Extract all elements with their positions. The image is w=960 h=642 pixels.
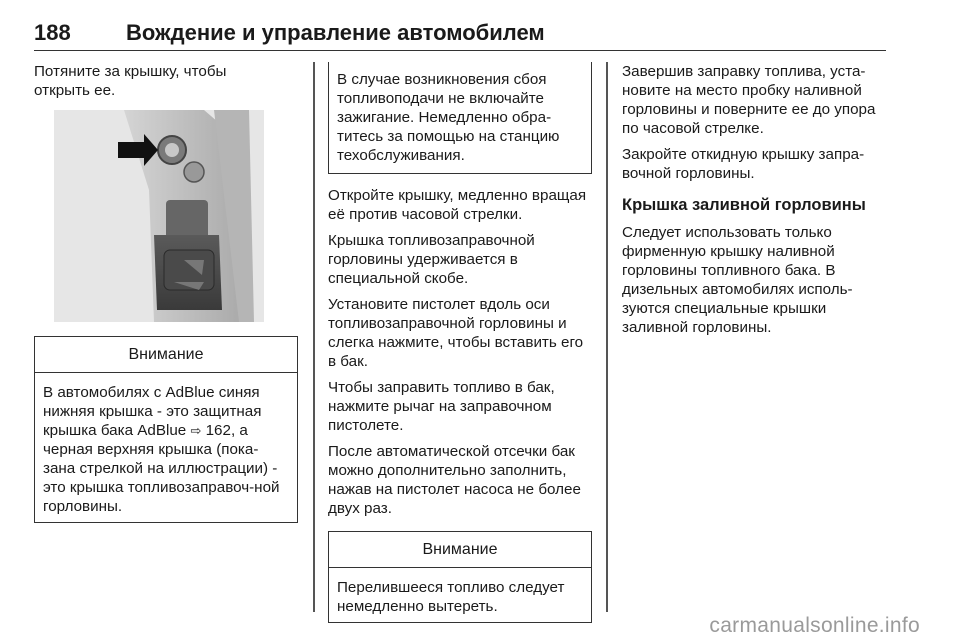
column-1 bbox=[34, 62, 298, 523]
paragraph: Откройте крышку, медленно вращая её против часовой стрелки. bbox=[328, 187, 587, 223]
warning-text: В случае возникновения сбоя топливоподачи не включайте зажигание. Немедленно обра-титесь за помощью на станцию техобслуживания. bbox=[337, 71, 560, 164]
paragraph: Завершив заправку топлива, уста-новите на место пробку наливной горловины и поверните ее до упора по часовой стрелке. bbox=[622, 63, 876, 137]
watermark: carmanualsonline.info bbox=[709, 614, 920, 637]
notice-box bbox=[34, 336, 298, 523]
notice-box bbox=[328, 531, 592, 623]
column-3 bbox=[622, 62, 890, 344]
intro-text: Потяните за крышку, чтобы открыть ее. bbox=[34, 63, 227, 99]
paragraph: Закройте откидную крышку запра-вочной горловины. bbox=[622, 146, 865, 182]
paragraph: Чтобы заправить топливо в бак, нажмите рычаг на заправочном пистолете. bbox=[328, 379, 555, 434]
notice-title: Внимание bbox=[35, 337, 297, 373]
column-divider bbox=[606, 62, 608, 612]
section-heading: Крышка заливной горловины bbox=[622, 196, 866, 214]
notice-body bbox=[43, 383, 289, 516]
page-header bbox=[34, 14, 886, 51]
notice-title: Внимание bbox=[329, 532, 591, 568]
page-reference-icon: ⇨ bbox=[190, 423, 202, 438]
column-divider bbox=[313, 62, 315, 612]
notice-body: Перелившееся топливо следует немедленно вытереть. bbox=[337, 579, 565, 615]
notice-text-part: В автомобилях с AdBlue синяя нижняя крышка - это защитная крышка бака AdBlue bbox=[43, 384, 262, 439]
page-number: 188 bbox=[34, 20, 71, 45]
warning-box bbox=[328, 62, 592, 174]
column-2 bbox=[328, 62, 592, 623]
fuel-filler-drawing bbox=[54, 110, 264, 322]
fuel-filler-illustration bbox=[54, 110, 264, 322]
paragraph: Крышка топливозаправочной горловины удерживается в специальной скобе. bbox=[328, 232, 535, 287]
notice-text-part: 162, а черная верхняя крышка (пока-зана стрелкой на иллюстрации) - это крышка топливозаправоч-ной горловины. bbox=[43, 422, 280, 515]
paragraph: Следует использовать только фирменную крышку наливной горловины топливного бака. В дизельных автомобилях исполь-зуются специальные крышки заливной горловины. bbox=[622, 224, 853, 336]
paragraph: Установите пистолет вдоль оси топливозаправочной горловины и слегка нажмите, чтобы вставить его в бак. bbox=[328, 296, 584, 370]
page-title: Вождение и управление автомобилем bbox=[126, 20, 545, 45]
paragraph: После автоматической отсечки бак можно дополнительно заполнить, нажав на пистолет насоса не более двух раз. bbox=[328, 443, 581, 517]
